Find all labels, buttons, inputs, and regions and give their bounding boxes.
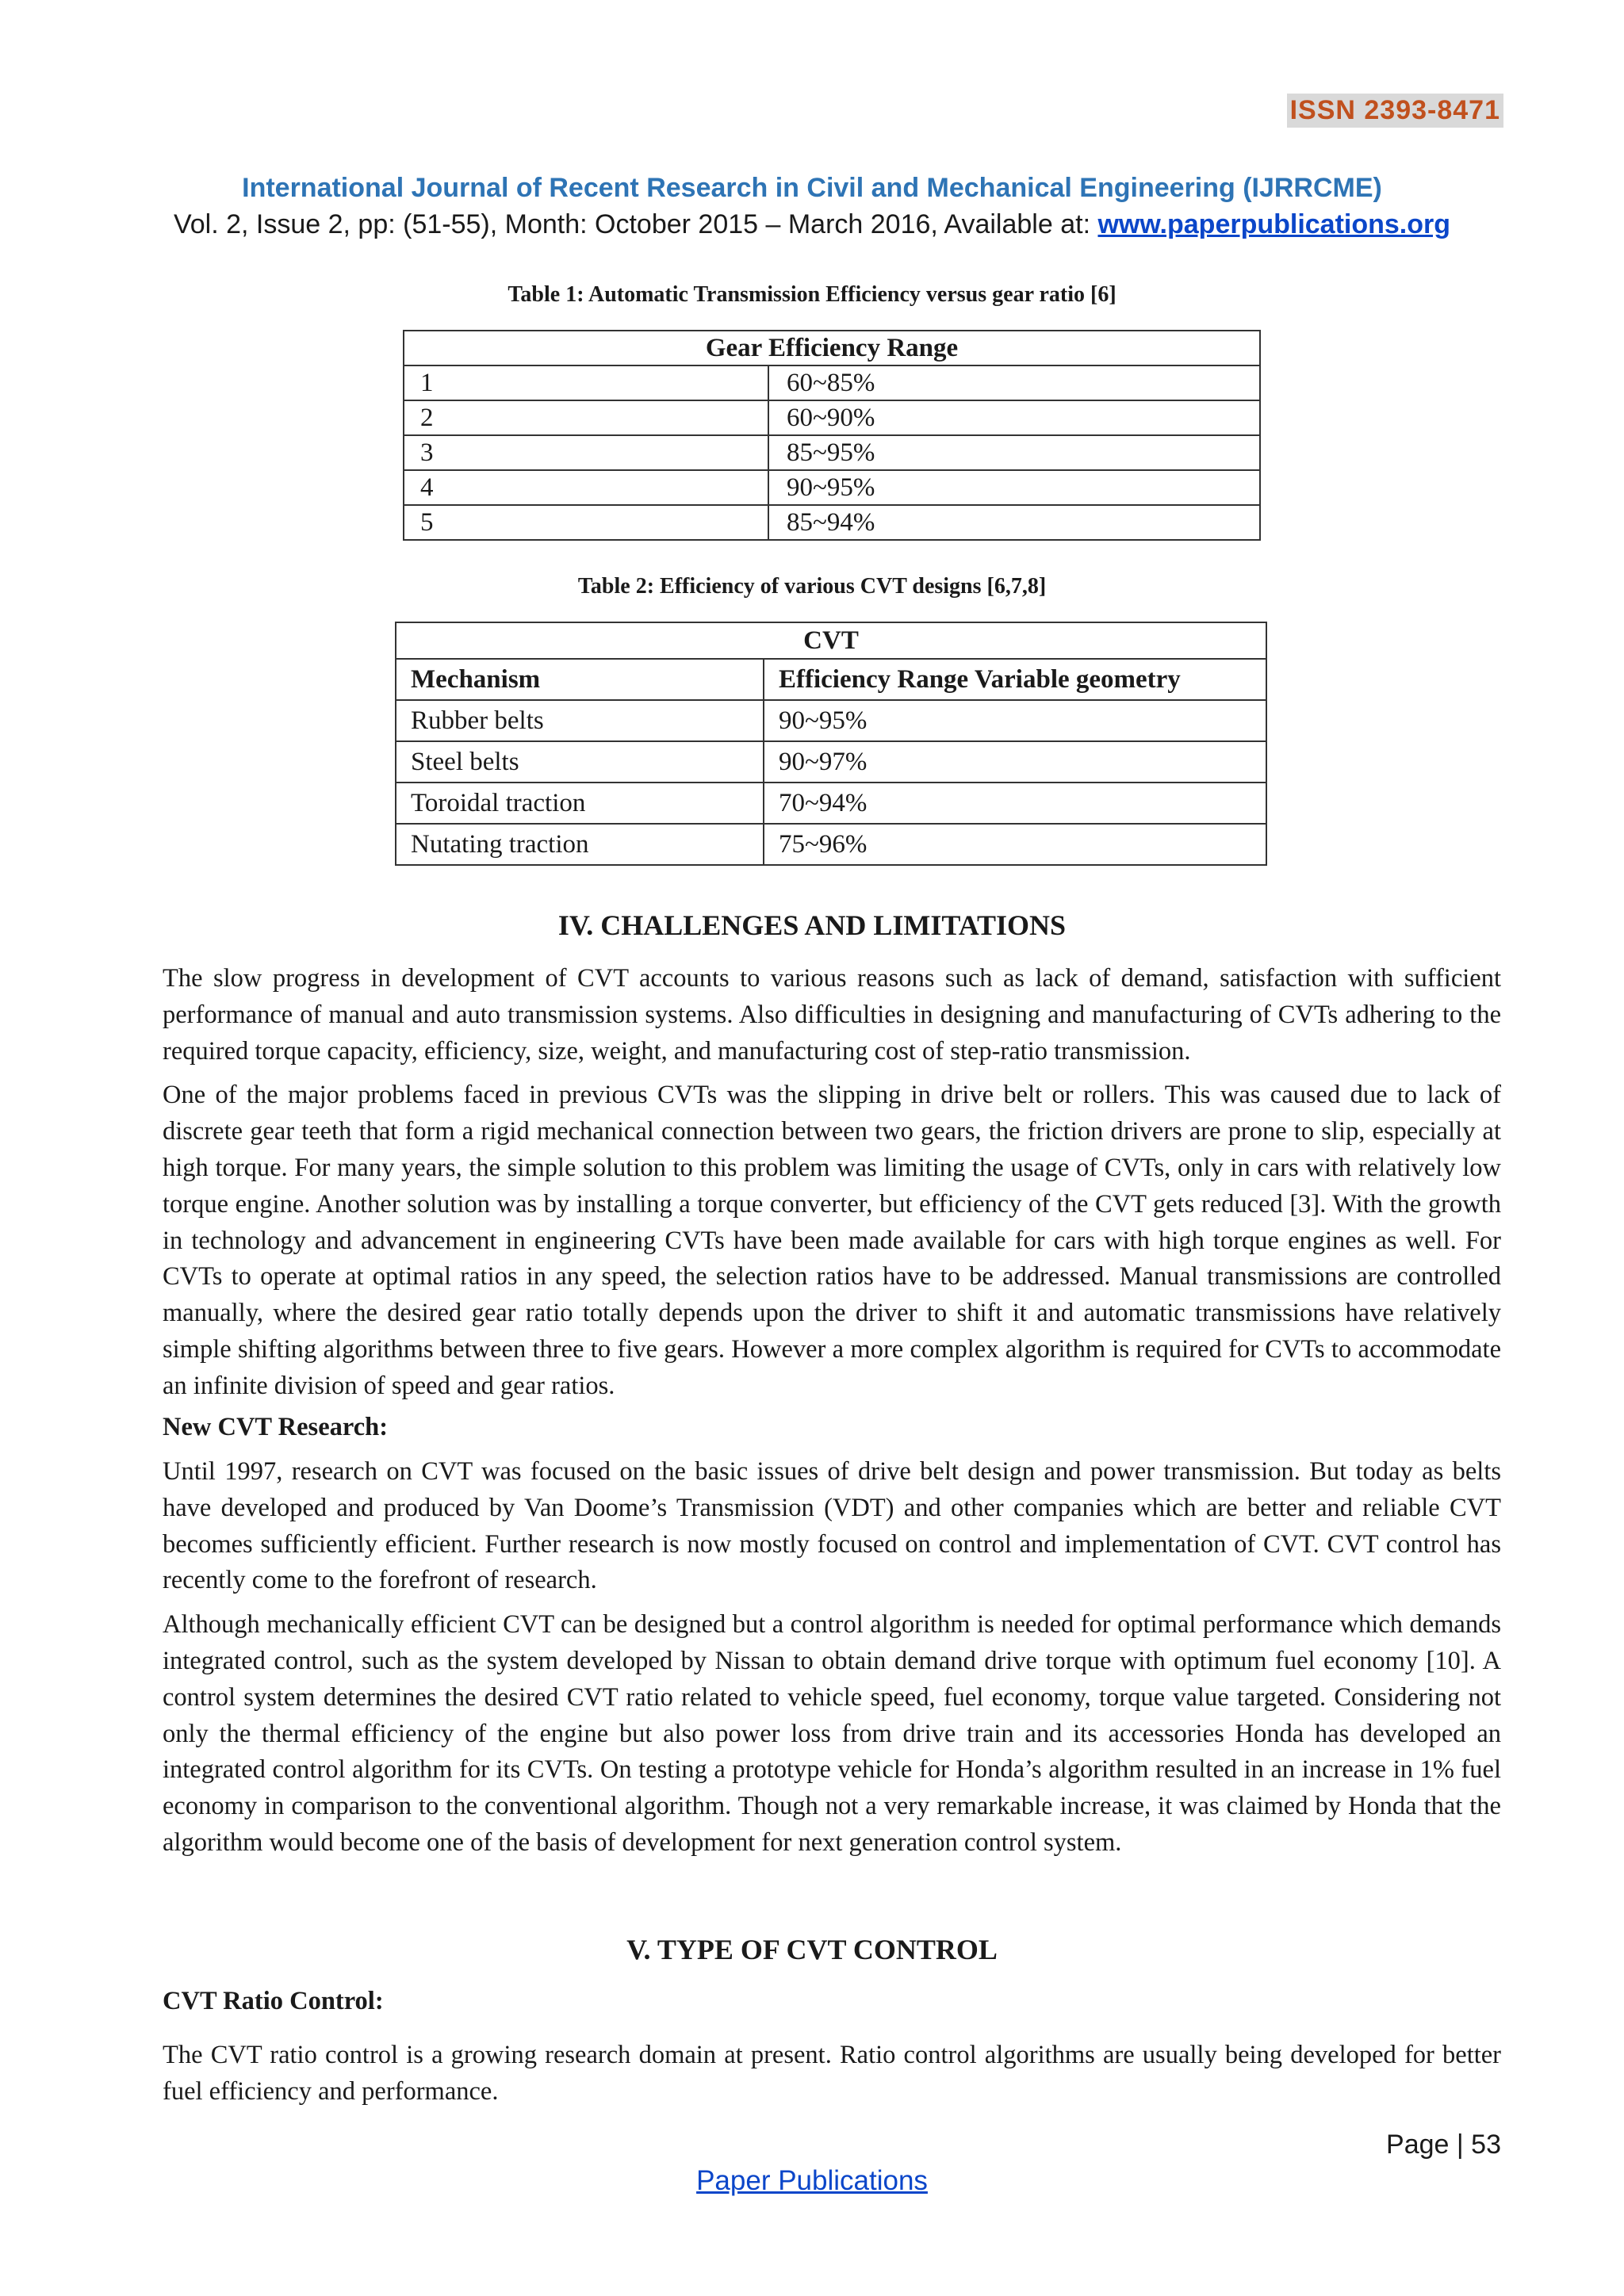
efficiency-cell: 90~97% bbox=[764, 741, 1266, 783]
research-body bbox=[163, 1454, 1501, 1869]
table-row bbox=[404, 505, 1260, 540]
table1-caption: Table 1: Automatic Transmission Efficiency versus gear ratio [6] bbox=[508, 282, 1116, 307]
mechanism-cell: Nutating traction bbox=[396, 824, 764, 865]
efficiency-column-header: Efficiency Range Variable geometry bbox=[764, 659, 1266, 700]
mechanism-cell: Steel belts bbox=[396, 741, 764, 783]
issn-badge: ISSN 2393-8471 bbox=[1287, 94, 1503, 128]
table-row bbox=[404, 400, 1260, 435]
table-row bbox=[396, 783, 1266, 824]
new-cvt-research-subheading: New CVT Research: bbox=[163, 1413, 389, 1441]
page-number: Page | 53 bbox=[1386, 2130, 1501, 2160]
mechanism-cell: Toroidal traction bbox=[396, 783, 764, 824]
table2-caption: Table 2: Efficiency of various CVT designs [6,7,8] bbox=[577, 574, 1047, 599]
gear-cell: 4 bbox=[404, 470, 768, 505]
journal-title: International Journal of Recent Research in Civil and Mechanical Engineering (IJRRCME) bbox=[242, 173, 1382, 203]
publisher-link[interactable]: Paper Publications bbox=[696, 2165, 928, 2196]
paragraph: Until 1997, research on CVT was focused on the basic issues of drive belt design and power transmission. But today as belts have developed and produced by Van Doome’s Transmission (VDT) and other companies which are better and reliable CVT becomes sufficiently efficient. Further research is now mostly focused on control and implementation of CVT. CVT control has recently come to the forefront of research. bbox=[163, 1457, 1501, 1595]
section-5-body bbox=[163, 2038, 1501, 2118]
gear-cell: 5 bbox=[404, 505, 768, 540]
section-4-body bbox=[163, 961, 1501, 1413]
paragraph: The slow progress in development of CVT accounts to various reasons such as lack of demand, satisfaction with sufficient performance of manual and auto transmission systems. Also difficulties in designing and manufacturing of CVTs adhering to the required torque capacity, efficiency, size, weight, and manufacturing cost of step-ratio transmission. bbox=[163, 964, 1501, 1066]
efficiency-cell: 90~95% bbox=[768, 470, 1260, 505]
table-row bbox=[404, 435, 1260, 470]
journal-meta-text: Vol. 2, Issue 2, pp: (51-55), Month: October 2015 – March 2016, Available at: bbox=[173, 209, 1098, 239]
paragraph: The CVT ratio control is a growing research domain at present. Ratio control algorithms are usually being developed for better fuel efficiency and performance. bbox=[163, 2041, 1501, 2106]
paragraph: Although mechanically efficient CVT can be designed but a control algorithm is needed for optimal performance which demands integrated control, such as the system developed by Nissan to obtain demand drive torque with optimum fuel economy [10]. A control system determines the desired CVT ratio related to vehicle speed, fuel economy, torque value targeted. Considering not only the thermal efficiency of the engine but also power loss from drive train and its accessories Honda has developed an integrated control algorithm for its CVTs. On testing a prototype vehicle for Honda’s algorithm resulted in an increase in 1% fuel economy in comparison to the conventional algorithm. Though not a very remarkable increase, it was claimed by Honda that the algorithm would become one of the basis of development for next generation control system. bbox=[163, 1610, 1501, 1857]
efficiency-cell: 75~96% bbox=[764, 824, 1266, 865]
journal-meta bbox=[0, 209, 1624, 240]
table1-header: Gear Efficiency Range bbox=[404, 331, 1260, 365]
efficiency-cell: 70~94% bbox=[764, 783, 1266, 824]
table-row bbox=[404, 365, 1260, 400]
cvt-ratio-control-subheading: CVT Ratio Control: bbox=[163, 1987, 384, 2015]
gear-cell: 2 bbox=[404, 400, 768, 435]
section-4-heading: IV. CHALLENGES AND LIMITATIONS bbox=[557, 909, 1067, 941]
mechanism-column-header: Mechanism bbox=[396, 659, 764, 700]
journal-url-link[interactable]: www.paperpublications.org bbox=[1097, 209, 1451, 239]
table1 bbox=[403, 330, 1261, 541]
efficiency-cell: 85~95% bbox=[768, 435, 1260, 470]
table2 bbox=[395, 622, 1267, 866]
table-row bbox=[396, 741, 1266, 783]
table-row bbox=[396, 824, 1266, 865]
table2-group-header: CVT bbox=[396, 622, 1266, 659]
gear-cell: 3 bbox=[404, 435, 768, 470]
efficiency-cell: 60~85% bbox=[768, 365, 1260, 400]
efficiency-cell: 90~95% bbox=[764, 700, 1266, 741]
efficiency-cell: 60~90% bbox=[768, 400, 1260, 435]
efficiency-cell: 85~94% bbox=[768, 505, 1260, 540]
table-row bbox=[396, 700, 1266, 741]
table-row bbox=[404, 470, 1260, 505]
gear-cell: 1 bbox=[404, 365, 768, 400]
section-5-heading: V. TYPE OF CVT CONTROL bbox=[626, 1934, 998, 1965]
mechanism-cell: Rubber belts bbox=[396, 700, 764, 741]
paragraph: One of the major problems faced in previous CVTs was the slipping in drive belt or rollers. This was caused due to lack of discrete gear teeth that form a rigid mechanical connection between two gears, the friction drivers are prone to slip, especially at high torque. For many years, the simple solution to this problem was limiting the usage of CVTs, only in cars with relatively low torque engine. Another solution was by installing a torque converter, but efficiency of the CVT gets reduced [3]. With the growth in technology and advancement in engineering CVTs have been made available for cars with high torque engines as well. For CVTs to operate at optimal ratios in any speed, the selection ratios have to be addressed. Manual transmissions are controlled manually, where the desired gear ratio totally depends upon the driver to shift it and automatic transmissions have relatively simple shifting algorithms between three to five gears. However a more complex algorithm is required for CVTs to accommodate an infinite division of speed and gear ratios. bbox=[163, 1081, 1501, 1400]
